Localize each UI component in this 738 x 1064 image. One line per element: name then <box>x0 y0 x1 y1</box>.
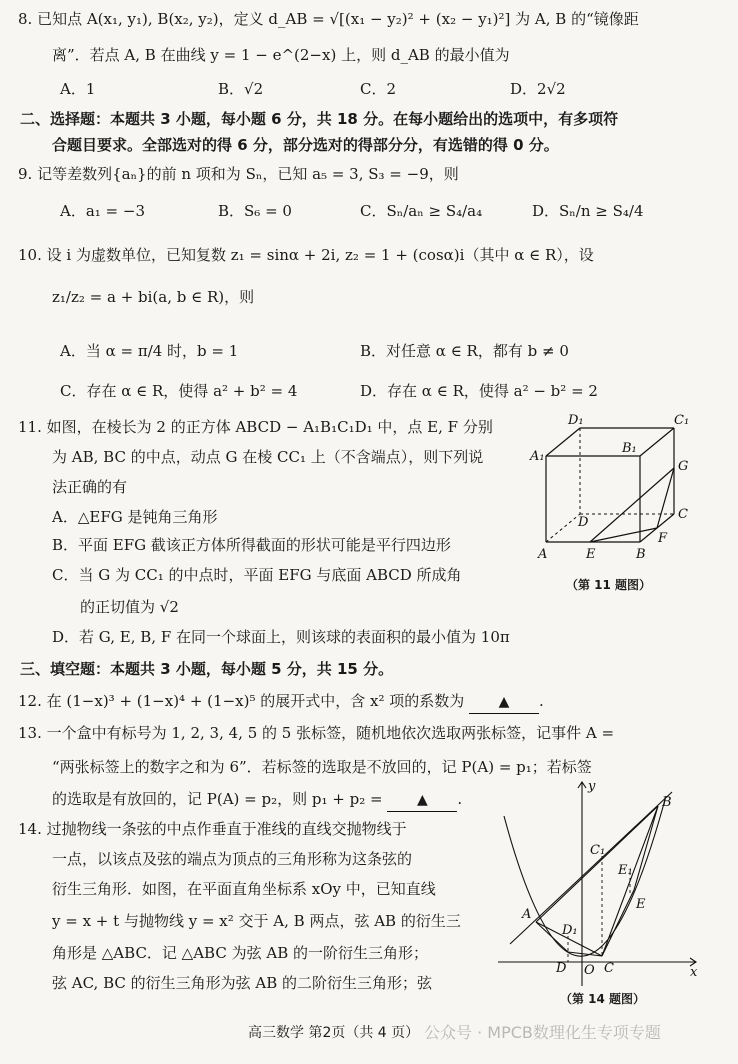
q8-option-b: B．√2 <box>218 80 264 98</box>
q12-blank-marker: ▲ <box>498 694 510 710</box>
q11-option-a: A．△EFG 是钝角三角形 <box>52 508 218 526</box>
watermark-text: 公众号 · MPCB数理化生专项专题 <box>424 1023 661 1042</box>
cube-label-b: B <box>636 547 646 562</box>
para-label-c1: C₁ <box>590 843 606 858</box>
q11-option-b: B．平面 EFG 截该正方体所得截面的形状可能是平行四边形 <box>52 536 451 554</box>
q14-line6: 弦 AC, BC 的衍生三角形为弦 AB 的二阶衍生三角形；弦 <box>52 974 433 992</box>
para-label-b: B <box>662 795 672 810</box>
q9-stem: 9. 记等差数列{aₙ}的前 n 项和为 Sₙ，已知 a₅ = 3, S₃ = −9，则 <box>18 165 459 183</box>
q8-option-c: C．2 <box>360 80 397 98</box>
para-label-o: O <box>584 963 595 978</box>
q12-answer-blank[interactable] <box>469 690 539 714</box>
para-label-d1: D₁ <box>562 923 578 938</box>
q13-end: . <box>457 790 463 808</box>
para-label-e: E <box>636 897 646 912</box>
cube-label-d: D <box>578 515 589 530</box>
q13-line3: 的选取是有放回的，记 P(A) = p₂，则 p₁ + p₂ = <box>52 790 383 808</box>
q13-blank-marker: ▲ <box>416 792 428 808</box>
q14-figure-caption: （第 14 题图） <box>560 992 646 1006</box>
q10-option-b: B．对任意 α ∈ R，都有 b ≠ 0 <box>360 342 569 360</box>
q9-option-b: B．S₆ = 0 <box>218 202 292 220</box>
q11-option-d: D．若 G, E, B, F 在同一个球面上，则该球的表面积的最小值为 10π <box>52 628 510 646</box>
q13-line3-wrap <box>52 788 462 812</box>
q14-line4: y = x + t 与抛物线 y = x² 交于 A, B 两点，弦 AB 的衍生三 <box>52 912 461 930</box>
q14-line1: 14. 过抛物线一条弦的中点作垂直于准线的直线交抛物线于 <box>18 820 407 838</box>
q9-option-c: C．Sₙ/aₙ ≥ S₄/a₄ <box>360 202 483 220</box>
cube-label-a: A <box>538 547 548 562</box>
q12-text <box>18 690 544 714</box>
q11-figure-caption: （第 11 题图） <box>566 578 652 592</box>
para-label-d: D <box>556 961 567 976</box>
q14-parabola-figure <box>496 776 706 988</box>
q13-line2: “两张标签上的数字之和为 6”．若标签的选取是不放回的，记 P(A) = p₁；若标签 <box>52 758 592 776</box>
q8-option-a: A．1 <box>60 80 96 98</box>
para-label-a: A <box>522 907 532 922</box>
q13-line1: 13. 一个盒中有标号为 1, 2, 3, 4, 5 的 5 张标签，随机地依次选取两张标签，记事件 A = <box>18 724 615 742</box>
para-label-e1: E₁ <box>618 863 633 878</box>
q11-option-c-line2: 的正切值为 √2 <box>80 598 179 616</box>
q10-option-a: A．当 α = π/4 时，b = 1 <box>60 342 239 360</box>
q9-option-d: D．Sₙ/n ≥ S₄/4 <box>532 202 644 220</box>
q14-line2: 一点，以该点及弦的端点为顶点的三角形称为这条弦的 <box>52 850 413 868</box>
section2-line2: 合题目要求。全部选对的得 6 分，部分选对的得部分分，有选错的得 0 分。 <box>52 136 559 154</box>
q8-line2: 离”．若点 A, B 在曲线 y = 1 − e^(2−x) 上，则 d_AB 的最小值为 <box>52 46 510 64</box>
para-label-y: y <box>588 779 596 794</box>
q10-option-c: C．存在 α ∈ R，使得 a² + b² = 4 <box>60 382 298 400</box>
q12-end: . <box>539 692 544 710</box>
q11-line1: 11. 如图，在棱长为 2 的正方体 ABCD − A₁B₁C₁D₁ 中，点 E, F 分别 <box>18 418 493 436</box>
q11-cube-figure <box>528 410 708 570</box>
cube-label-d1: D₁ <box>568 413 584 428</box>
para-label-x: x <box>690 965 698 980</box>
q10-option-d: D．存在 α ∈ R，使得 a² − b² = 2 <box>360 382 598 400</box>
cube-label-e: E <box>586 547 596 562</box>
q8-line1: 8. 已知点 A(x₁, y₁), B(x₂, y₂)，定义 d_AB = √[(x₁ − y₂)² + (x₂ − y₁)²] 为 A, B 的“镜像距 <box>18 10 639 28</box>
q13-answer-blank[interactable] <box>387 788 457 812</box>
cube-label-g: G <box>678 459 689 474</box>
q9-option-a: A．a₁ = −3 <box>60 202 146 220</box>
cube-label-c1: C₁ <box>674 413 690 428</box>
q10-line1: 10. 设 i 为虚数单位，已知复数 z₁ = sinα + 2i, z₂ = 1 + (cosα)i（其中 α ∈ R），设 <box>18 246 594 264</box>
cube-label-f: F <box>658 531 668 546</box>
page-footer: 高三数学 第2页（共 4 页） <box>248 1025 420 1041</box>
cube-label-a1: A₁ <box>530 449 545 464</box>
q14-line3: 衍生三角形．如图，在平面直角坐标系 xOy 中，已知直线 <box>52 880 436 898</box>
q10-line2: z₁/z₂ = a + bi(a, b ∈ R)，则 <box>52 288 255 306</box>
q12-stem: 12. 在 (1−x)³ + (1−x)⁴ + (1−x)⁵ 的展开式中，含 x² 项的系数为 <box>18 692 465 710</box>
q14-line5: 角形是 △ABC．记 △ABC 为弦 AB 的一阶衍生三角形； <box>52 944 428 962</box>
section3-title: 三、填空题：本题共 3 小题，每小题 5 分，共 15 分。 <box>20 660 394 678</box>
q11-option-c-line1: C．当 G 为 CC₁ 的中点时，平面 EFG 与底面 ABCD 所成角 <box>52 566 462 584</box>
q11-line2: 为 AB, BC 的中点，动点 G 在棱 CC₁ 上（不含端点），则下列说 <box>52 448 484 466</box>
q11-line3: 法正确的有 <box>52 478 128 496</box>
section2-line1: 二、选择题：本题共 3 小题，每小题 6 分，共 18 分。在每小题给出的选项中，有多项符 <box>20 110 619 128</box>
para-label-c: C <box>604 961 614 976</box>
q8-option-d: D．2√2 <box>510 80 566 98</box>
cube-label-b1: B₁ <box>622 441 637 456</box>
cube-label-c: C <box>678 507 688 522</box>
